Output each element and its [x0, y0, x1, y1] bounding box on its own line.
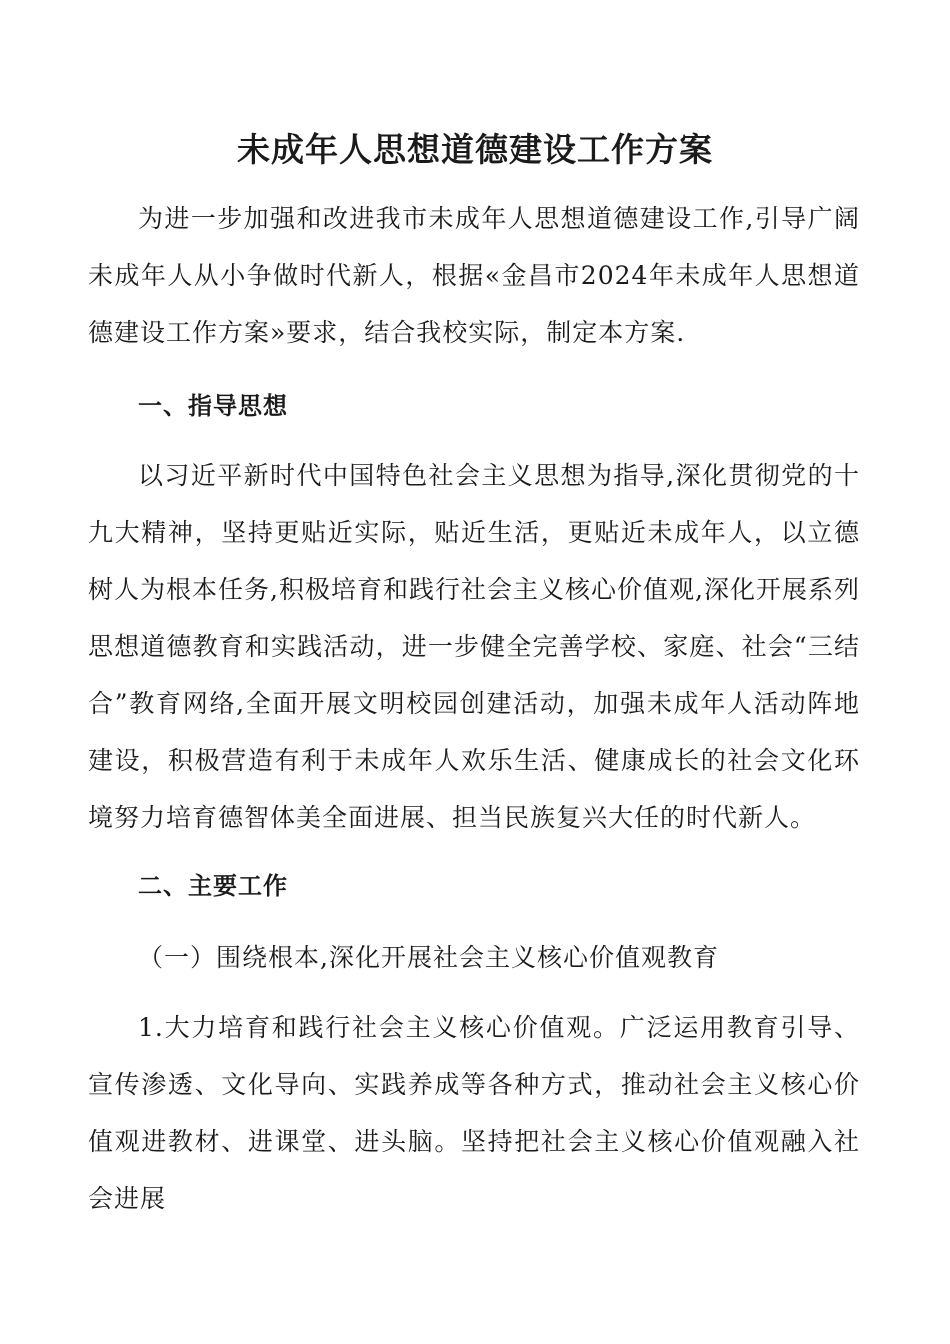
subsection-heading-core-values: （一）围绕根本,深化开展社会主义核心价值观教育 — [138, 943, 719, 972]
section-heading-main-work: 二、主要工作 — [138, 872, 288, 900]
document-title: 未成年人思想道德建设工作方案 — [237, 130, 713, 169]
intro-paragraph: 为进一步加强和改进我市未成年人思想道德建设工作,引导广阔未成年人从小争做时代新人，根据«金昌市2024年未成年人思想道德建设工作方案»要求，结合我校实际，制定本方案. — [88, 204, 860, 347]
section-heading-guiding-ideology: 一、指导思想 — [138, 392, 288, 420]
item-paragraph-core-values: 1.大力培育和践行社会主义核心价值观。广泛运用教育引导、宣传渗透、文化导向、实践养成等各种方式，推动社会主义核心价值观进教材、进课堂、进头脑。坚持把社会主义核心价值观融入社会进展 — [88, 1013, 860, 1213]
section-body-guiding-ideology: 以习近平新时代中国特色社会主义思想为指导,深化贯彻党的十九大精神，坚持更贴近实际，贴近生活，更贴近未成年人，以立德树人为根本任务,积极培育和践行社会主义核心价值观,深化开展系列思想道德教育和实践活动，进一步健全完善学校、家庭、社会“三结合”教育网络,全面开展文明校园创建活动，加强未成年人活动阵地建设，积极营造有利于未成年人欢乐生活、健康成长的社会文化环境努力培育德智体美全面进展、担当民族复兴大任的时代新人。 — [88, 461, 860, 832]
